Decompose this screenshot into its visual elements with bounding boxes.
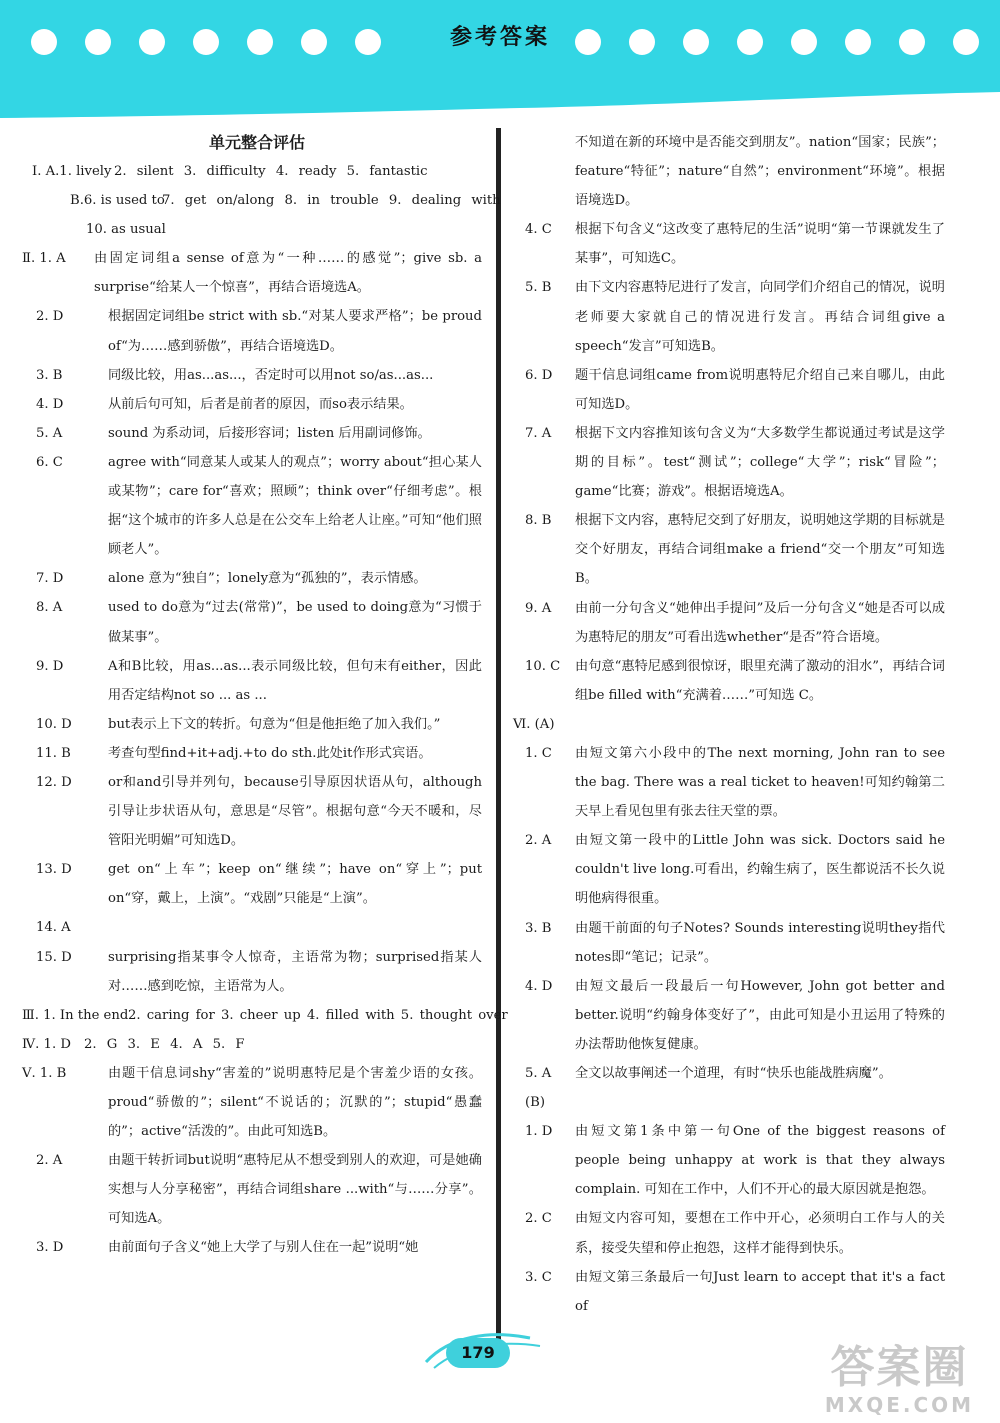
answer-item: 13. D get on“上车”；keep on“继续”；have on“穿上”；put on“穿，戴上，上演”。“戏剧”只能是“上演”。 [36,862,482,907]
answer-item: 5. B 由下文内容惠特尼进行了发言，向同学们介绍自己的情况，说明老师要大家就自己的情况进行发言。再结合词组give a speech“发言”可知选B。 [525,280,945,354]
answer-item: 2. D 根据固定词组be strict with sb.“对某人要求严格”；be proud of“为……感到骄傲”，再结合语境选D。 [36,309,482,354]
answer-item: 4. D 由短文最后一段最后一句However, John got better and better.说明“约翰身体变好了”，由此可知是小丑运用了特殊的办法帮助他恢复健康。 [525,978,945,1052]
answer-item: Ⅵ. (A) [513,716,555,732]
watermark-logo [807,1343,992,1417]
answer-item: Ⅱ. 1. A 由固定词组a sense of意为“一种……的感觉”；give sb. a surprise“给某人一个惊喜”，再结合语境选A。 [22,251,482,296]
answer-item: 6. C agree with“同意某人或某人的观点”；worry about“担心某人或某物”；care for“喜欢；照顾”；think over“仔细考虑”。根据“这个城市的许多人总是在公交车上给老人让座。”可知“他们照顾老人”。 [36,454,482,558]
answer-item: 5. A 全文以故事阐述一个道理，有时“快乐也能战胜病魔”。 [525,1066,892,1081]
answer-item: B.6. is used to 7. get on/along 8. in trouble 9. dealing with [70,193,501,209]
banner-background [0,0,1000,118]
answer-item: 3. D 由前面句子含义“她上大学了与别人住在一起”说明“她 [36,1240,419,1256]
column-divider [496,128,501,1358]
answer-item: 9. D A和B比较，用as...as...表示同级比较，但句末有either，因此用否定结构not so ... as ... [36,658,482,703]
left-column [22,128,508,1263]
answer-item: 4. C 根据下句含义“这改变了惠特尼的生活”说明“第一节课就发生了某事”，可知选C。 [525,222,945,267]
page-title: 参考答案 [449,25,550,50]
answer-item: 14. A [36,920,71,936]
answer-item: 8. B 根据下文内容，惠特尼交到了好朋友，说明她这学期的目标就是交个好朋友，再结合词组make a friend“交一个朋友”可知选B。 [525,513,945,587]
answer-item: 4. D 从前后句可知，后者是前者的原因，而so表示结果。 [36,396,413,412]
answer-item: 6. D 题干信息词组came from说明惠特尼介绍自己来自哪儿，由此可知选D。 [525,367,945,412]
answer-item: 3. C 由短文第三条最后一句Just learn to accept that it's a fact of [525,1269,945,1314]
answer-item: 7. D alone 意为“独自”；lonely意为“孤独的”，表示情感。 [36,571,427,587]
answer-item: Ⅴ. 1. B 由题干信息词shy“害羞的”说明惠特尼是个害羞少语的女孩。proud“骄傲的”；silent“不说话的；沉默的”；stupid“愚蠢的”；active“活泼的”。由此可知选B。 [22,1065,482,1140]
answer-item: (B) [525,1095,545,1111]
answer-item: Ⅳ. 1. D 2. G 3. E 4. A 5. F [22,1036,245,1052]
answer-item: 15. D surprising指某事令人惊奇，主语常为物；surprised指某人对……感到吃惊，主语常为人。 [36,949,482,994]
answer-item: 9. A 由前一分句含义“她伸出手提问”及后一分句含义“她是否可以成为惠特尼的朋友”可看出选whether“是否”符合语境。 [525,600,945,645]
answer-item: 11. B 考查句型find+it+adj.+to do sth.此处it作形式宾语。 [36,745,432,761]
answer-item: 5. A sound 为系动词，后接形容词；listen 后用副词修饰。 [36,425,431,441]
answer-item: 3. B 由题干前面的句子Notes? Sounds interesting说明they指代notes即“笔记；记录”。 [525,920,945,965]
answer-item: 2. C 由短文内容可知，要想在工作中开心，必须明白工作与人的关系，接受失望和停止抱怨，这样才能得到快乐。 [525,1211,945,1256]
answer-item: 10. C 由句意“惠特尼感到很惊讶，眼里充满了激动的泪水”，再结合词组be filled with“充满着……”可知选 C。 [525,658,945,703]
answer-item: 8. A used to do意为“过去(常常)”，be used to doing意为“习惯于做某事”。 [36,600,482,645]
answer-item: 7. A 根据下文内容推知该句含义为“大多数学生都说通过考试是这学期的目标”。test“测试”；college“大学”；risk“冒险”；game“比赛；游戏”。根据语境选A。 [525,425,945,500]
answer-item: 2. A 由题干转折词but说明“惠特尼从不想受到别人的欢迎，可是她确实想与人分享秘密”，再结合词组share ...with“与……分享”。可知选A。 [36,1153,482,1227]
answer-item: 2. A 由短文第一段中的Little John was sick. Doctors said he couldn't live long.可看出，约翰生病了，医生都说活不长久说明他病得很重。 [525,833,945,907]
answer-item: Ⅰ. A.1. lively 2. silent 3. difficulty 4. ready 5. fantastic [32,164,428,179]
header-banner [0,0,1000,118]
watermark-text: 答案圈 [830,1342,969,1393]
right-column [513,128,945,1321]
answer-item: 1. D 由短文第1条中第一句One of the biggest reasons of people being unhappy at work is that they always complain. 可知在工作中，人们不开心的最大原因就是抱怨。 [525,1124,945,1198]
answer-item: 12. D or和and引导并列句，because引导原因状语从句，although引导让步状语从句，意思是“尽管”。根据句意“今天不暖和，尽管阳光明媚”可知选D。 [36,774,482,849]
answer-item: 不知道在新的环境中是否能交到朋友”。nation“国家；民族”；feature“特征”；nature“自然”；environment“环境”。根据语境选D。 [575,135,945,209]
section-heading: 单元整合评估 [208,133,305,152]
answer-item: 10. as usual [86,222,166,238]
page-number: 179 [446,1338,510,1368]
answer-item: 1. C 由短文第六小段中的The next morning, John ran to see the bag. There was a real ticket to heaven!可知约翰第二天早上看见包里有张去往天堂的票。 [525,745,945,820]
answer-item: 10. D but表示上下文的转折。句意为“但是他拒绝了加入我们。” [36,716,441,732]
watermark-url: MXQE.COM [824,1393,975,1417]
answer-item: 3. B 同级比较，用as...as...，否定时可以用not so/as...as... [36,367,434,383]
answer-item: Ⅲ. 1. In the end 2. caring for 3. cheer up 4. filled with 5. thought over [22,1007,508,1023]
